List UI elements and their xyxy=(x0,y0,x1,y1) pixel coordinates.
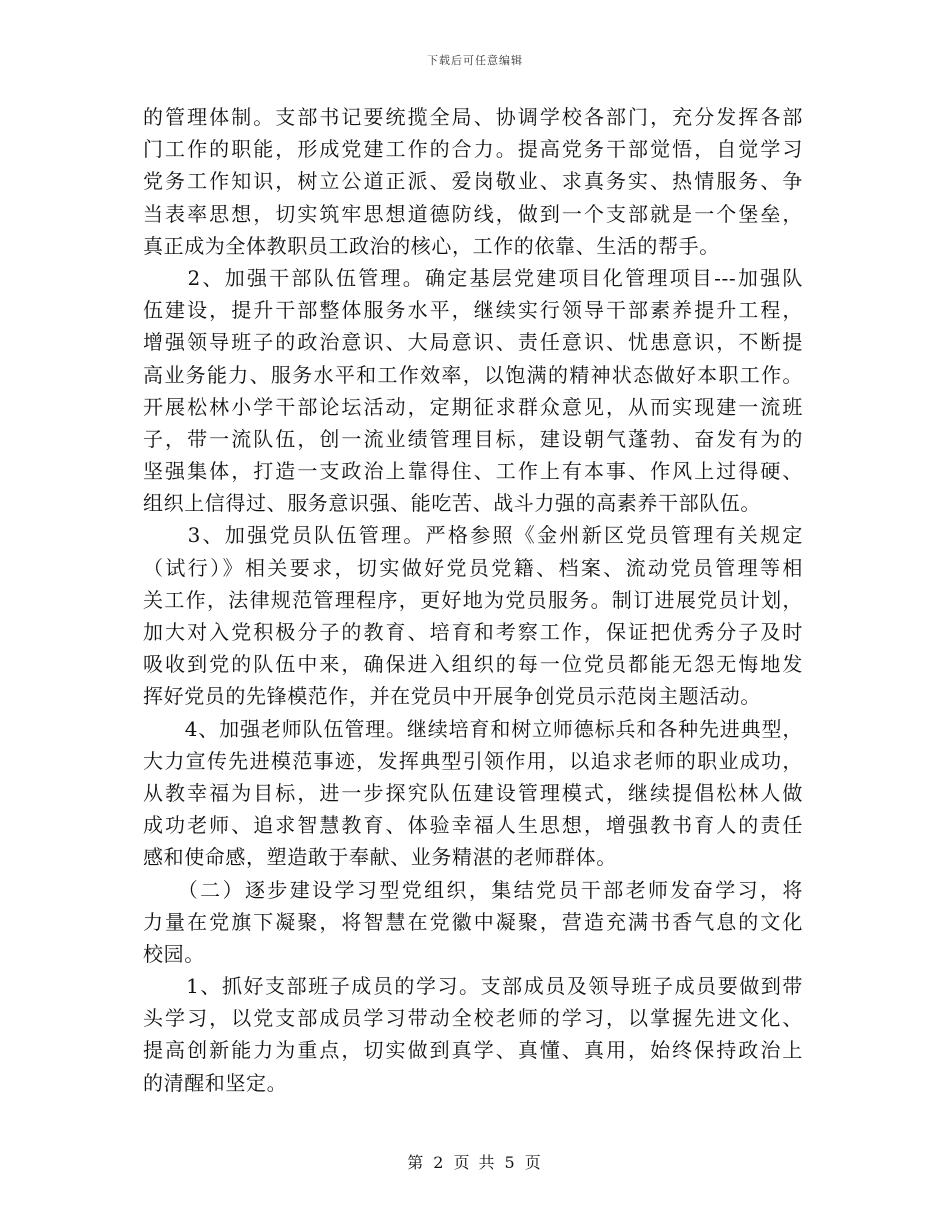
page-footer xyxy=(0,1150,950,1173)
footer-total-pages: 5 xyxy=(504,1153,517,1172)
text-line: 2、加强干部队伍管理。确定基层党建项目化管理项目---加强队 xyxy=(143,265,803,290)
text-line: 提高创新能力为重点，切实做到真学、真懂、真用，始终保持政治上 xyxy=(143,1038,803,1063)
text-line: 党务工作知识，树立公道正派、爱岗敬业、求真务实、热情服务、争 xyxy=(143,169,803,194)
text-line: 伍建设，提升干部整体服务水平，继续实行领导干部素养提升工程， xyxy=(143,298,803,323)
text-line: 3、加强党员队伍管理。严格参照《金州新区党员管理有关规定 xyxy=(143,523,803,548)
text-line: 4、加强老师队伍管理。继续培育和树立师德标兵和各种先进典型， xyxy=(143,716,803,741)
text-line: 组织上信得过、服务意识强、能吃苦、战斗力强的高素养干部队伍。 xyxy=(143,491,761,516)
text-line: 当表率思想，切实筑牢思想道德防线，做到一个支部就是一个堡垒， xyxy=(143,201,803,226)
text-line: 大力宣传先进模范事迹，发挥典型引领作用，以追求老师的职业成功， xyxy=(143,748,803,773)
text-line: 头学习，以党支部成员学习带动全校老师的学习，以掌握先进文化、 xyxy=(143,1006,803,1031)
text-line: 1、抓好支部班子成员的学习。支部成员及领导班子成员要做到带 xyxy=(143,974,803,999)
text-line: 挥好党员的先锋模范作，并在党员中开展争创党员示范岗主题活动。 xyxy=(143,684,761,709)
text-line: 成功老师、追求智慧教育、体验幸福人生思想，增强教书育人的责任 xyxy=(143,813,803,838)
page-header: 下载后可任意编辑 xyxy=(427,54,523,67)
text-line: 开展松林小学干部论坛活动，定期征求群众意见，从而实现建一流班 xyxy=(143,394,803,419)
text-line: （试行）》相关要求，切实做好党员党籍、档案、流动党员管理等相 xyxy=(143,555,803,580)
text-line: 门工作的职能，形成党建工作的合力。提高党务干部觉悟，自觉学习 xyxy=(143,137,803,162)
footer-middle: 页 共 xyxy=(453,1153,497,1172)
text-line: （二）逐步建设学习型党组织，集结党员干部老师发奋学习，将 xyxy=(143,877,803,902)
text-line: 感和使命感，塑造敢于奉献、业务精湛的老师群体。 xyxy=(143,845,617,870)
text-line: 加大对入党积极分子的教育、培育和考察工作，保证把优秀分子及时 xyxy=(143,620,803,644)
footer-current-page: 2 xyxy=(433,1153,446,1172)
text-line: 吸收到党的队伍中来，确保进入组织的每一位党员都能无怨无悔地发 xyxy=(143,652,803,677)
text-line: 高业务能力、服务水平和工作效率，以饱满的精神状态做好本职工作。 xyxy=(143,362,803,387)
text-line: 真正成为全体教职员工政治的核心，工作的依靠、生活的帮手。 xyxy=(143,233,720,258)
text-line: 力量在党旗下凝聚，将智慧在党徽中凝聚，营造充满书香气息的文化 xyxy=(143,909,803,934)
text-line: 关工作，法律规范管理程序，更好地为党员服务。制订进展党员计划， xyxy=(143,587,803,612)
footer-prefix: 第 xyxy=(407,1153,426,1172)
text-line: 的管理体制。支部书记要统揽全局、协调学校各部门，充分发挥各部 xyxy=(143,105,803,129)
text-line: 的清醒和坚定。 xyxy=(143,1070,288,1095)
footer-suffix: 页 xyxy=(524,1153,543,1172)
document-body xyxy=(143,101,803,1099)
text-line: 子，带一流队伍，创一流业绩管理目标，建设朝气蓬勃、奋发有为的 xyxy=(143,426,803,451)
text-line: 坚强集体，打造一支政治上靠得住、工作上有本事、作风上过得硬、 xyxy=(143,459,803,484)
text-line: 校园。 xyxy=(143,941,205,966)
text-line: 增强领导班子的政治意识、大局意识、责任意识、忧患意识，不断提 xyxy=(143,330,803,355)
text-line: 从教幸福为目标，进一步探究队伍建设管理模式，继续提倡松林人做 xyxy=(143,780,803,805)
